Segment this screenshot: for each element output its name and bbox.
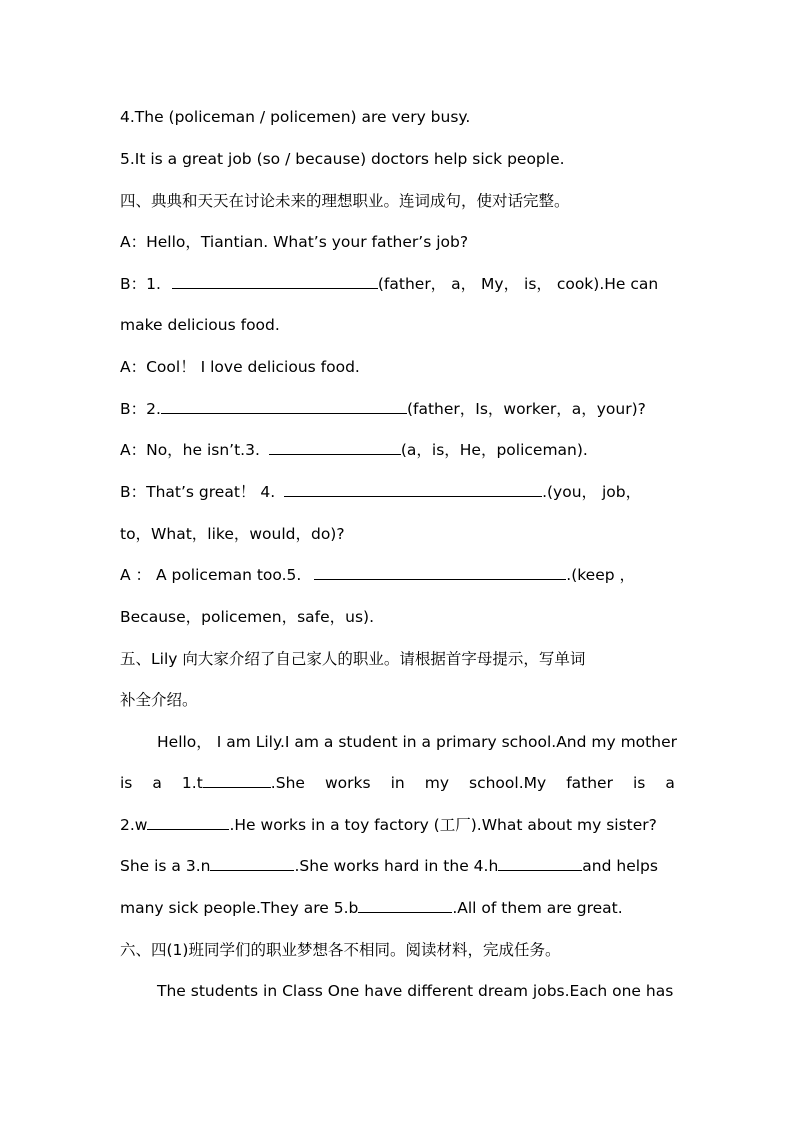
- dialogue-b1: [120, 273, 675, 295]
- answer-blank-1[interactable]: [172, 273, 378, 289]
- passage-word: a: [152, 774, 162, 792]
- part5-heading-line2: 补全介绍。: [120, 691, 198, 709]
- part6-heading: 六、四(1)班同学们的职业梦想各不相同。阅读材料，完成任务。: [120, 941, 561, 959]
- dialogue-a5-cont: Because，policemen，safe，us).: [120, 608, 375, 626]
- part3-q4: 4.The (policeman / policemen) are very busy.: [120, 108, 471, 126]
- dialogue-a5-words: .(keep ，: [566, 566, 636, 584]
- passage-word: a: [665, 774, 675, 792]
- passage-word: in: [390, 774, 405, 792]
- passage-word: works: [324, 774, 371, 792]
- answer-blank-n[interactable]: [210, 855, 294, 871]
- passage-line3: 2.w .He works in a toy factory (工厂).What about my sister?: [120, 816, 657, 834]
- passage-line1: Hello， I am Lily.I am a student in a primary school.And my mother: [157, 733, 677, 751]
- dialogue-b4: [120, 481, 675, 503]
- passage-word: father: [566, 774, 613, 792]
- answer-blank-5[interactable]: [314, 564, 566, 580]
- passage-word: my: [424, 774, 449, 792]
- dialogue-a3: [120, 439, 675, 461]
- passage-word: is: [632, 774, 646, 792]
- dialogue-a1: A：Hello，Tiantian. What’s your father’s job?: [120, 233, 469, 251]
- answer-blank-w[interactable]: [147, 814, 229, 830]
- answer-blank-t[interactable]: [203, 772, 271, 788]
- answer-blank-h[interactable]: [498, 855, 582, 871]
- part3-q5: 5.It is a great job (so / because) doctors help sick people.: [120, 150, 565, 168]
- passage-word-blank-t: 1.t .She: [181, 774, 305, 792]
- dialogue-a3-words: (a，is，He，policeman).: [400, 441, 588, 459]
- dialogue-a5: [120, 564, 675, 586]
- passage-line2: [120, 772, 675, 794]
- dialogue-b1-cont: make delicious food.: [120, 316, 280, 334]
- dialogue-b1-prefix: B：1.: [120, 275, 161, 293]
- passage-line4: She is a 3.n .She works hard in the 4.h and helps: [120, 857, 658, 875]
- passage-word: is: [120, 774, 133, 792]
- dialogue-b2-words: (father，Is，worker，a，your)?: [406, 400, 646, 418]
- answer-blank-3[interactable]: [269, 439, 401, 455]
- part5-heading-line1: 五、Lily 向大家介绍了自己家人的职业。请根据首字母提示，写单词: [120, 650, 586, 668]
- answer-blank-2[interactable]: [161, 398, 407, 414]
- dialogue-b1-words: (father， a， My， is， cook).He can: [377, 275, 659, 293]
- answer-blank-b[interactable]: [358, 897, 452, 913]
- answer-blank-4[interactable]: [284, 481, 542, 497]
- dialogue-a2: A：Cool！ I love delicious food.: [120, 358, 360, 376]
- passage-line5: many sick people.They are 5.b .All of them are great.: [120, 899, 623, 917]
- dialogue-a3-prefix: A：No，he isn’t.3.: [120, 441, 260, 459]
- dialogue-b4-prefix: B：That’s great！ 4.: [120, 483, 276, 501]
- dialogue-b2: [120, 398, 675, 420]
- passage-word: school.My: [469, 774, 547, 792]
- part6-passage-line1: The students in Class One have different dream jobs.Each one has: [157, 982, 674, 1000]
- part4-heading: 四、典典和天天在讨论未来的理想职业。连词成句，使对话完整。: [120, 192, 570, 210]
- dialogue-a5-prefix: A ： A policeman too.5.: [120, 566, 302, 584]
- dialogue-b4-words: .(you， job，: [542, 483, 642, 501]
- dialogue-b4-cont: to，What，like，would，do)?: [120, 525, 345, 543]
- dialogue-b2-prefix: B：2.: [120, 400, 161, 418]
